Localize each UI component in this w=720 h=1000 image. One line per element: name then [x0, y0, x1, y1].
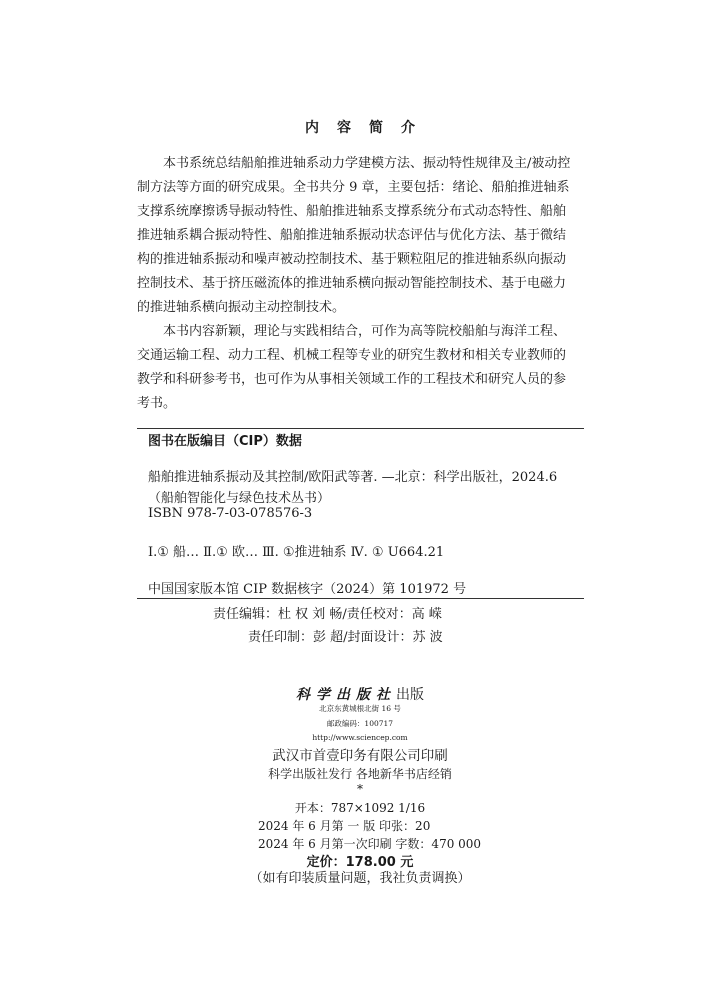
edition-spec: 2024 年 6 月第 一 版 印张：20 — [258, 819, 431, 833]
publisher-address: 北京东黄城根北街 16 号 — [319, 704, 401, 713]
credits-editors: 责任编辑：杜 权 刘 畅/责任校对：高 嵘 — [213, 607, 442, 622]
publisher-postcode: 邮政编码：100717 — [326, 719, 394, 728]
text-line: 支撑系统摩擦诱导振动特性、船舶推进轴系支撑系统分布式动态特性、船舶 — [137, 204, 567, 219]
text-line: 教学和科研参考书，也可作为从事相关领域工作的工程技术和研究人员的参 — [137, 372, 567, 387]
cip-classification: Ⅰ.① 船… Ⅱ.① 欧… Ⅲ. ①推进轴系 Ⅳ. ① U664.21 — [148, 545, 445, 560]
cip-isbn: ISBN 978-7-03-078576-3 — [148, 506, 313, 521]
distribution: 科学出版社发行 各地新华书店经销 — [268, 767, 452, 781]
text-line: 的推进轴系横向振动主动控制技术。 — [137, 300, 346, 315]
publisher-url: http://www.sciencep.com — [312, 733, 408, 742]
separator-star: * — [357, 782, 363, 796]
page-title: 内容简介 — [305, 120, 433, 136]
summary-paragraph-2 — [137, 320, 587, 416]
text-line: 推进轴系耦合振动特性、船舶推进轴系振动状态评估与优化方法、基于微结 — [137, 228, 567, 243]
quality-note: （如有印装质量问题，我社负责调换） — [249, 871, 471, 886]
cip-bottom-divider — [137, 598, 584, 599]
text-line: 构的推进轴系振动和噪声被动控制技术、基于颗粒阻尼的推进轴系纵向振动 — [137, 252, 567, 267]
credits-production: 责任印制：彭 超/封面设计：苏 波 — [248, 630, 443, 645]
summary-paragraph-1 — [137, 152, 587, 320]
printing-spec: 2024 年 6 月第一次印刷 字数：470 000 — [258, 837, 482, 851]
cip-book-info: 船舶推进轴系振动及其控制/欧阳武等著. —北京：科学出版社，2024.6 — [148, 470, 558, 485]
text-line: 控制技术、基于挤压磁流体的推进轴系横向振动智能控制技术、基于电磁力 — [137, 276, 567, 291]
publisher-line — [0, 684, 720, 704]
cip-top-divider — [137, 428, 584, 429]
cip-series: （船舶智能化与绿色技术丛书） — [148, 491, 331, 506]
text-line: 制方法等方面的研究成果。全书共分 9 章，主要包括：绪论、船舶推进轴系 — [137, 180, 570, 195]
price: 定价：178.00 元 — [306, 855, 414, 870]
printer: 武汉市首壹印务有限公司印刷 — [272, 748, 448, 764]
publisher-suffix: 出版 — [396, 687, 424, 703]
text-line: 本书系统总结船舶推进轴系动力学建模方法、振动特性规律及主/被动控 — [163, 156, 571, 171]
text-line: 本书内容新颖，理论与实践相结合，可作为高等院校船舶与海洋工程、 — [163, 324, 567, 339]
cip-heading: 图书在版编目（CIP）数据 — [148, 434, 302, 449]
text-line: 交通运输工程、动力工程、机械工程等专业的研究生教材和相关专业教师的 — [137, 348, 567, 363]
text-line: 考书。 — [137, 396, 177, 411]
format-spec: 开本：787×1092 1/16 — [294, 801, 426, 815]
cip-record-number: 中国国家版本馆 CIP 数据核字（2024）第 101972 号 — [148, 582, 467, 597]
publisher-logo-text: 科学出版社 — [296, 687, 396, 703]
